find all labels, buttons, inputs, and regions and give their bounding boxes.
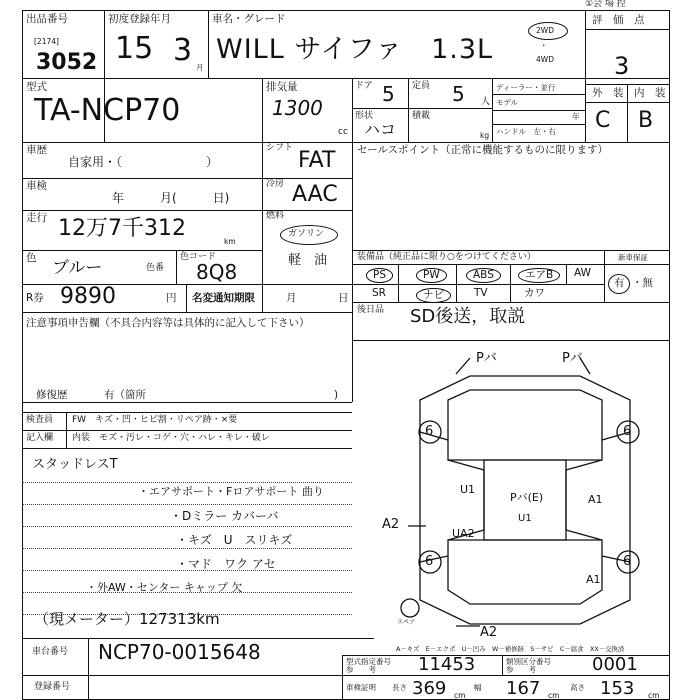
type-cert-label: 型式指定番号: [346, 657, 391, 666]
spare-tire-icon: [401, 599, 419, 617]
equipment-title: 装備品（純正品に限り○をつけてください）: [357, 252, 536, 262]
equipment-row1-2: ABS: [466, 268, 501, 283]
cooler-label: 冷房: [266, 179, 285, 189]
disp-unit: cc: [338, 127, 348, 137]
mileage-value: 12万7千312: [58, 216, 186, 241]
len-label: 長さ: [392, 683, 407, 692]
r-value: 9890: [60, 284, 116, 309]
color-label: 色: [26, 252, 37, 264]
lot-label: 出品番号: [26, 13, 68, 25]
inspection-row2: 内装 モズ・汚レ・コゲ・穴・ハレ・キレ・破レ: [72, 433, 270, 443]
first-reg-label: 初度登録年月: [108, 13, 171, 25]
notify-unit: 月: [286, 292, 297, 304]
diag-pb-e: Pバ(E): [510, 491, 544, 504]
height-unit: cm: [648, 691, 660, 700]
door-label: ドア: [355, 81, 373, 91]
class-value: 0001: [592, 654, 638, 675]
fuel-label: 燃料: [266, 211, 285, 221]
color-code-value: 8Q8: [196, 260, 238, 284]
width-label: 幅: [474, 683, 482, 692]
diagram-legend: A－キズ E－エクボ U－凹み W－補修跡 S－サビ C－腐食 XX－交換済: [396, 645, 625, 653]
disp-label: 排気量: [266, 81, 298, 93]
equipment-row1-0: PS: [366, 268, 393, 283]
class-ref: 参 考: [506, 665, 536, 674]
type-cert-value: 11453: [418, 654, 476, 675]
warranty-yes: 有: [614, 277, 625, 289]
model-year-unit: 年: [572, 112, 580, 121]
repair-close: ): [334, 389, 339, 401]
equipment-row2-3: カワ: [524, 287, 545, 299]
width-value: 167: [506, 678, 541, 699]
inspection-label: 車検: [26, 180, 47, 192]
diag-top-left: Pバ: [476, 351, 497, 366]
spare-label: スペア: [397, 619, 416, 626]
r-label: R券: [26, 292, 44, 304]
model-value: TA-NCP70: [34, 93, 181, 128]
tire-rr: 6: [623, 554, 632, 569]
drive-dot: ・: [540, 41, 548, 50]
equipment-row1-4: AW: [574, 267, 591, 279]
equipment-row2-1: ナビ: [416, 288, 451, 303]
lot-sub: [2174]: [34, 37, 59, 46]
int-label: 内 装: [634, 87, 666, 99]
shape-label: 形状: [355, 111, 374, 121]
len-value: 369: [412, 678, 447, 699]
diag-a2-bottom: A2: [480, 625, 498, 640]
class-label: 類別区分番号: [506, 657, 551, 666]
tire-rl: 6: [425, 554, 434, 569]
tire-fl: 6: [425, 424, 434, 439]
equipment-row2-2: TV: [474, 287, 488, 299]
dims-label: 車検証明: [346, 683, 376, 692]
height-value: 153: [600, 678, 635, 699]
handle-label: ハンドル 左・右: [496, 127, 556, 136]
door-value: 5: [382, 82, 395, 106]
diag-u1-center: U1: [518, 513, 532, 524]
diag-u1-left: U1: [460, 483, 476, 496]
load-unit: kg: [480, 131, 490, 140]
equipment-row1-1: PW: [416, 268, 447, 283]
drive-4wd: 4WD: [536, 55, 554, 64]
inspection-note-0: スタッドレスT: [32, 457, 118, 472]
inspection-note-6: （現メーター）127313km: [34, 610, 220, 628]
cooler-value: AAC: [292, 182, 338, 207]
tire-fr: 6: [623, 424, 632, 439]
first-reg-month: 3: [173, 33, 193, 68]
capacity-unit: 人: [481, 97, 491, 107]
inspection-note-1: ・エアサポート・Fロアサポート 曲り: [138, 485, 324, 498]
usage-value: 自家用・（ ）: [68, 155, 219, 169]
rating-value: 3: [614, 52, 630, 80]
ext-value: C: [595, 108, 611, 133]
int-value: B: [638, 108, 654, 133]
repair-label: 修復歴: [36, 389, 68, 401]
model-year-label: モデル: [496, 98, 519, 107]
capacity-value: 5: [452, 82, 465, 106]
r-unit: 円: [166, 292, 177, 304]
height-label: 高さ: [570, 683, 585, 692]
diag-a1-lower: A1: [586, 573, 601, 586]
rating-label: 評 価 点: [592, 14, 645, 26]
diag-top-right: Pバ: [562, 351, 583, 366]
inspection-note-2: ・Dミラー カバーバ: [170, 509, 279, 523]
diag-a2-left: A2: [382, 517, 400, 532]
notes-title: 注意事項申告欄（不具合内容等は具体的に記入して下さい）: [26, 317, 310, 329]
recorder-label: 記入欄: [26, 433, 54, 443]
width-unit: cm: [548, 691, 560, 700]
sales-title: セールスポイント（正常に機能するものに限ります）: [357, 144, 609, 156]
chassis-label: 車台番号: [32, 647, 69, 657]
inspection-note-4: ・マド ワク アセ: [176, 557, 276, 571]
reg-label: 登録番号: [34, 682, 71, 692]
diag-ua2: UA2: [452, 527, 475, 540]
mileage-label: 走行: [26, 212, 47, 224]
warranty-no: ・無: [632, 277, 653, 289]
capacity-label: 定員: [412, 81, 431, 91]
inspection-value: 年 月( 日): [112, 191, 230, 205]
auction-logo: ①会 場 控: [585, 0, 626, 9]
color-code-row: 色コード: [180, 252, 217, 262]
notify-day: 日: [338, 292, 349, 304]
len-unit: cm: [454, 691, 466, 700]
month-unit: 月: [196, 63, 204, 72]
drive-2wd: 2WD: [536, 26, 554, 35]
chassis-value: NCP70-0015648: [98, 640, 261, 664]
shift-label: シフト: [266, 143, 294, 153]
inspector-label: 検査員: [26, 415, 54, 425]
notify-label: 名変通知期限: [192, 292, 255, 304]
color-code-label: 色番: [146, 263, 165, 273]
ext-label: 外 装: [592, 87, 624, 99]
fuel-light: 軽 油: [288, 253, 328, 268]
model-label: 型式: [26, 81, 47, 93]
inspection-row1: FW キズ・凹・ヒビ割・リペア跡・×要: [72, 415, 238, 425]
first-reg-year: 15: [115, 31, 154, 66]
inspection-note-3: ・キズ U スリキズ: [176, 533, 293, 547]
load-label: 積載: [412, 111, 431, 121]
car-name: WILL サイファ 1.3L: [216, 34, 494, 65]
after-value: SD後送，取説: [410, 306, 526, 327]
dealer-label: ディーラー・並行: [496, 83, 556, 92]
equipment-row1-3: エアB: [518, 268, 560, 283]
after-label: 後日品: [357, 305, 385, 315]
name-label: 車名・グレード: [212, 13, 286, 25]
usage-label: 車歴: [26, 144, 47, 156]
new-car-label: 新車保証: [618, 253, 648, 262]
shift-value: FAT: [298, 148, 336, 173]
type-cert-ref: 参 考: [346, 665, 376, 674]
inspection-note-5: ・外AW・センター キャップ 欠: [86, 581, 243, 594]
lot-number: 3052: [36, 50, 98, 75]
repair-value: 有（箇所: [104, 389, 146, 401]
mileage-unit: km: [224, 237, 236, 246]
diag-a1-right: A1: [588, 493, 603, 506]
fuel-gas: ガソリン: [288, 229, 325, 239]
disp-value: 1300: [272, 96, 323, 120]
shape-value: ハコ: [364, 120, 397, 139]
equipment-row2-0: SR: [372, 287, 386, 299]
color-value: ブルー: [52, 258, 103, 278]
